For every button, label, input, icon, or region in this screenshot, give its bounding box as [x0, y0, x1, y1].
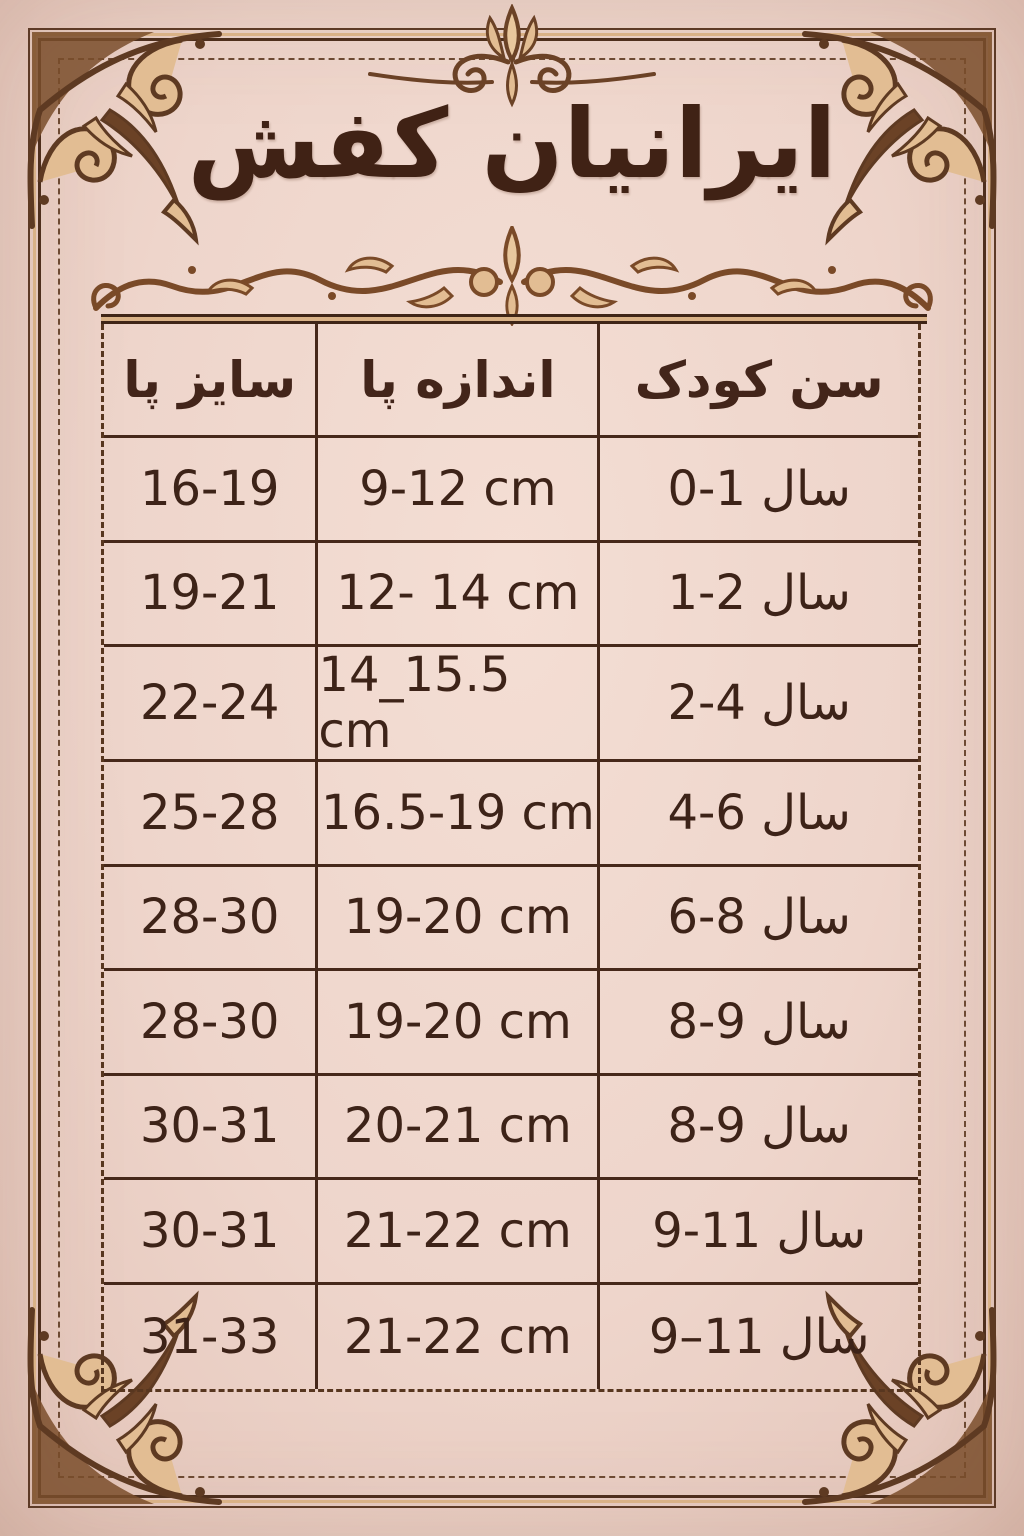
table-row	[104, 1076, 918, 1181]
table-header-row	[104, 324, 918, 438]
header-foot-length: اندازه پا	[318, 324, 600, 435]
foot-length-value: 19-20 cm	[318, 867, 600, 969]
foot-length-value: 20-21 cm	[318, 1076, 600, 1178]
child-age-value: 1-2 سال	[667, 565, 851, 622]
size-table	[101, 324, 921, 1392]
foot-size-value: 28-30	[104, 867, 318, 969]
table-row	[104, 1285, 918, 1390]
child-age-value: 9–11 سال	[648, 1308, 870, 1365]
child-age-value: 9-11 سال	[652, 1202, 867, 1259]
table-row	[104, 971, 918, 1076]
foot-size-value: 30-31	[104, 1076, 318, 1178]
foot-length-value: 9-12 cm	[318, 438, 600, 540]
foot-length-value: 19-20 cm	[318, 971, 600, 1073]
table-row	[104, 762, 918, 867]
header-child-age: سن کودک	[634, 350, 884, 409]
foot-size-value: 22-24	[104, 647, 318, 759]
table-row	[104, 543, 918, 648]
foot-length-value: 16.5-19 cm	[318, 762, 600, 864]
foot-size-value: 16-19	[104, 438, 318, 540]
title-divider-flourish	[72, 226, 952, 326]
foot-size-value: 19-21	[104, 543, 318, 645]
child-age-value: 4-6 سال	[667, 784, 851, 841]
child-age-value: 6-8 سال	[667, 889, 851, 946]
foot-length-value: 12- 14 cm	[318, 543, 600, 645]
foot-size-value: 28-30	[104, 971, 318, 1073]
header-foot-size: سایز پا	[104, 324, 318, 435]
foot-size-value: 25-28	[104, 762, 318, 864]
child-age-value: 2-4 سال	[667, 675, 851, 731]
table-row	[104, 647, 918, 762]
foot-size-value: 30-31	[104, 1180, 318, 1282]
table-row	[104, 867, 918, 972]
child-age-value: 8-9 سال	[667, 1098, 851, 1155]
table-row	[104, 1180, 918, 1285]
table-top-border	[101, 314, 927, 324]
foot-length-value: 14_15.5 cm	[318, 647, 600, 759]
foot-length-value: 21-22 cm	[318, 1285, 600, 1390]
page-title: ایرانیان کفش	[187, 88, 837, 200]
foot-size-value: 31-33	[104, 1285, 318, 1390]
table-row	[104, 438, 918, 543]
foot-length-value: 21-22 cm	[318, 1180, 600, 1282]
child-age-value: 0-1 سال	[667, 460, 851, 517]
child-age-value: 8-9 سال	[667, 993, 851, 1050]
